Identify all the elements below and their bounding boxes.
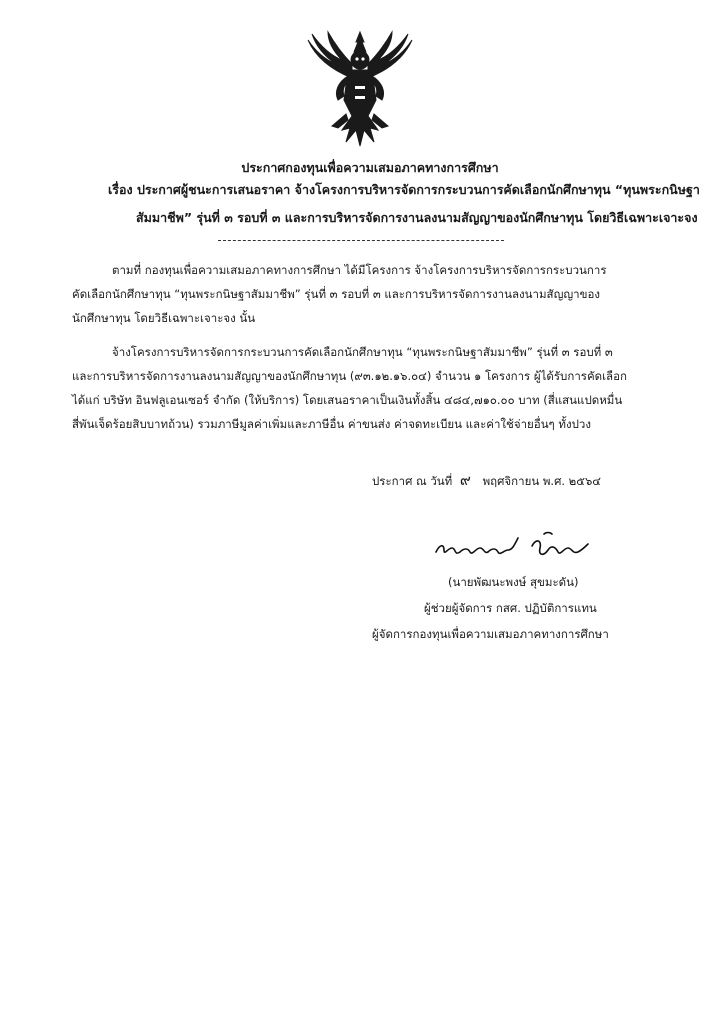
signatory-position-1: ผู้ช่วยผู้จัดการ กสศ. ปฏิบัติการแทน: [424, 601, 597, 615]
handwritten-signature-icon: [432, 526, 592, 566]
para2-line-2: และการบริหารจัดการงานลงนามสัญญาของนักศึกษาทุน (๙๓.๑๒.๑๖.๐๔) จำนวน ๑ โครงการ ผู้ได้รับการคัดเลือก: [72, 369, 627, 383]
announce-prefix: ประกาศ ณ วันที่: [372, 474, 453, 488]
announcement-title: ประกาศกองทุนเพื่อความเสมอภาคทางการศึกษา: [241, 160, 499, 175]
subject-line-2: สัมมาชีพ” รุ่นที่ ๓ รอบที่ ๓ และการบริหารจัดการงานลงนามสัญญาของนักศึกษาทุน โดยวิธีเฉพาะเจาะจง: [136, 210, 698, 225]
para1-line-2: คัดเลือกนักศึกษาทุน “ทุนพระกนิษฐาสัมมาชีพ” รุ่นที่ ๓ รอบที่ ๓ และการบริหารจัดการงานลงนามสัญญาของ: [72, 287, 601, 301]
divider-rule: [218, 240, 504, 241]
para2-line-1: จ้างโครงการบริหารจัดการกระบวนการคัดเลือกนักศึกษาทุน “ทุนพระกนิษฐาสัมมาชีพ” รุ่นที่ ๓ รอบที่ ๓: [112, 345, 613, 359]
signatory-position-2: ผู้จัดการกองทุนเพื่อความเสมอภาคทางการศึกษา: [372, 627, 609, 641]
garuda-emblem-icon: [302, 30, 418, 154]
signatory-name: (นายพัฒนะพงษ์ สุขมะดัน): [448, 575, 579, 589]
para2-line-4: สี่พันเจ็ดร้อยสิบบาทถ้วน) รวมภาษีมูลค่าเพิ่มและภาษีอื่น ค่าขนส่ง ค่าจดทะเบียน และค่าใช้จ่ายอื่นๆ ทั้งปวง: [72, 417, 591, 431]
announce-date: [372, 468, 601, 492]
announce-day: ๙: [459, 471, 471, 489]
para2-line-3: ได้แก่ บริษัท อินฟลูเอนเซอร์ จำกัด (ให้บริการ) โดยเสนอราคาเป็นเงินทั้งสิ้น ๔๘๔,๗๑๐.๐๐ บาท (สี่แสนแปดหมื่น: [72, 393, 623, 407]
para1-line-3: นักศึกษาทุน โดยวิธีเฉพาะเจาะจง นั้น: [72, 311, 256, 325]
para1-line-1: ตามที่ กองทุนเพื่อความเสมอภาคทางการศึกษา ได้มีโครงการ จ้างโครงการบริหารจัดการกระบวนการ: [112, 263, 607, 277]
announce-month-year: พฤศจิกายน พ.ศ. ๒๕๖๔: [482, 474, 601, 488]
subject-line-1: เรื่อง ประกาศผู้ชนะการเสนอราคา จ้างโครงการบริหารจัดการกระบวนการคัดเลือกนักศึกษาทุน “ทุนพระกนิษฐา: [108, 182, 700, 197]
